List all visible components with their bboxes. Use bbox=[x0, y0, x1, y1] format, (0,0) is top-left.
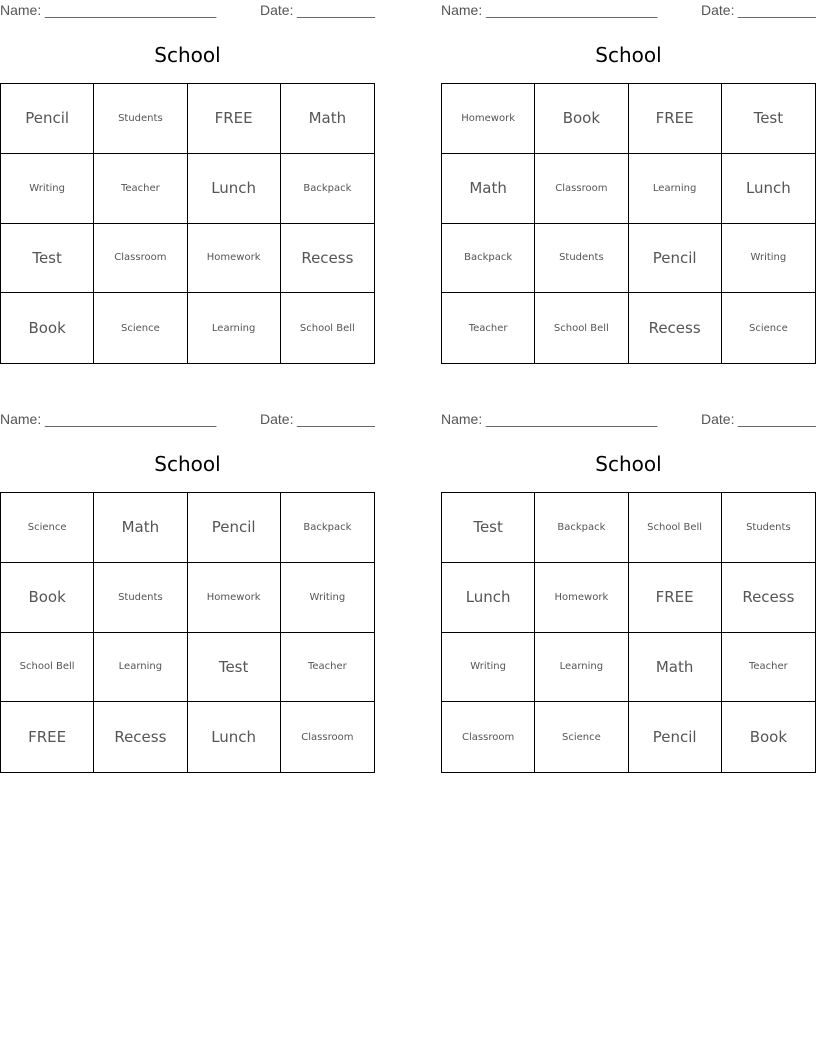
bingo-cell: Classroom bbox=[535, 154, 628, 224]
card-title: School bbox=[154, 43, 221, 67]
bingo-cell: Learning bbox=[188, 293, 281, 363]
bingo-cell: Students bbox=[94, 563, 187, 633]
bingo-cell: FREE bbox=[188, 84, 281, 154]
bingo-cell: Learning bbox=[535, 633, 628, 703]
bingo-cell: Students bbox=[94, 84, 187, 154]
name-label: Name: bbox=[441, 411, 483, 427]
bingo-cell: School Bell bbox=[1, 633, 94, 703]
name-blank-line[interactable]: ______________________ bbox=[45, 411, 217, 427]
bingo-cell: Classroom bbox=[94, 224, 187, 294]
card-title: School bbox=[595, 43, 662, 67]
bingo-cell: Lunch bbox=[442, 563, 535, 633]
bingo-cell: Teacher bbox=[94, 154, 187, 224]
bingo-cell: Teacher bbox=[281, 633, 374, 703]
bingo-cell: Students bbox=[535, 224, 628, 294]
bingo-cell: Classroom bbox=[442, 702, 535, 772]
bingo-grid bbox=[441, 492, 816, 773]
bingo-cell: Backpack bbox=[535, 493, 628, 563]
bingo-cell: Recess bbox=[722, 563, 815, 633]
bingo-cell: Pencil bbox=[629, 224, 722, 294]
bingo-cell: Math bbox=[442, 154, 535, 224]
bingo-cell: Teacher bbox=[442, 293, 535, 363]
bingo-cell: School Bell bbox=[535, 293, 628, 363]
name-blank-line[interactable]: ______________________ bbox=[486, 411, 658, 427]
bingo-cell: Writing bbox=[1, 154, 94, 224]
bingo-cell: Math bbox=[629, 633, 722, 703]
bingo-grid bbox=[0, 492, 375, 773]
bingo-cell: Homework bbox=[442, 84, 535, 154]
bingo-cell: Science bbox=[535, 702, 628, 772]
bingo-cell: Math bbox=[281, 84, 374, 154]
card-title: School bbox=[154, 452, 221, 476]
bingo-cell: Test bbox=[442, 493, 535, 563]
name-blank-line[interactable]: ______________________ bbox=[486, 2, 658, 18]
bingo-cell: Homework bbox=[188, 563, 281, 633]
date-blank-line[interactable]: __________ bbox=[738, 2, 816, 18]
bingo-cell: Writing bbox=[281, 563, 374, 633]
bingo-grid bbox=[441, 83, 816, 364]
bingo-cell: Learning bbox=[94, 633, 187, 703]
bingo-cell: Math bbox=[94, 493, 187, 563]
bingo-cell: Writing bbox=[442, 633, 535, 703]
bingo-cell: Test bbox=[1, 224, 94, 294]
card-header bbox=[441, 411, 816, 429]
bingo-cell: School Bell bbox=[299, 322, 355, 334]
date-blank-line[interactable]: __________ bbox=[297, 411, 375, 427]
bingo-cell: Backpack bbox=[281, 493, 374, 563]
bingo-card-2 bbox=[441, 0, 816, 364]
card-title: School bbox=[595, 452, 662, 476]
date-label: Date: bbox=[260, 2, 294, 18]
date-blank-line[interactable]: __________ bbox=[297, 2, 375, 18]
date-blank-line[interactable]: __________ bbox=[738, 411, 816, 427]
date-label: Date: bbox=[260, 411, 294, 427]
bingo-cell: Recess bbox=[281, 224, 374, 294]
date-label: Date: bbox=[701, 2, 735, 18]
bingo-cell: Book bbox=[1, 563, 94, 633]
bingo-cell: Test bbox=[188, 633, 281, 703]
name-blank-line[interactable]: ______________________ bbox=[45, 2, 217, 18]
bingo-card-3 bbox=[0, 409, 375, 773]
card-header bbox=[0, 2, 375, 20]
bingo-cell: Learning bbox=[629, 154, 722, 224]
name-label: Name: bbox=[0, 2, 42, 18]
bingo-cell: School Bell bbox=[629, 493, 722, 563]
bingo-grid bbox=[0, 83, 375, 364]
bingo-cell: Science bbox=[94, 293, 187, 363]
bingo-card-4 bbox=[441, 409, 816, 773]
bingo-cell: Science bbox=[1, 493, 94, 563]
bingo-cell: Pencil bbox=[188, 493, 281, 563]
bingo-cell: FREE bbox=[629, 563, 722, 633]
bingo-cell: Pencil bbox=[1, 84, 94, 154]
bingo-cell: Homework bbox=[188, 224, 281, 294]
bingo-cell: Book bbox=[535, 84, 628, 154]
date-label: Date: bbox=[701, 411, 735, 427]
bingo-cell: Recess bbox=[629, 293, 722, 363]
bingo-cell: Book bbox=[749, 728, 788, 747]
bingo-cell: FREE bbox=[1, 702, 94, 772]
bingo-cell: Book bbox=[1, 293, 94, 363]
bingo-cell: Lunch bbox=[188, 702, 281, 772]
bingo-cell: Writing bbox=[722, 224, 815, 294]
bingo-cell: Test bbox=[722, 84, 815, 154]
name-label: Name: bbox=[0, 411, 42, 427]
bingo-cell: FREE bbox=[629, 84, 722, 154]
bingo-cell: Pencil bbox=[629, 702, 722, 772]
bingo-cell: Backpack bbox=[442, 224, 535, 294]
bingo-cell: Students bbox=[722, 493, 815, 563]
bingo-cell: Lunch bbox=[722, 154, 815, 224]
card-header bbox=[0, 411, 375, 429]
bingo-cell: Science bbox=[748, 322, 788, 334]
name-label: Name: bbox=[441, 2, 483, 18]
bingo-cell: Homework bbox=[535, 563, 628, 633]
bingo-cell: Backpack bbox=[281, 154, 374, 224]
bingo-cell: Lunch bbox=[188, 154, 281, 224]
bingo-cell: Teacher bbox=[722, 633, 815, 703]
bingo-card-1 bbox=[0, 0, 375, 364]
bingo-cell: Recess bbox=[94, 702, 187, 772]
bingo-cell: Classroom bbox=[301, 731, 354, 743]
card-header bbox=[441, 2, 816, 20]
